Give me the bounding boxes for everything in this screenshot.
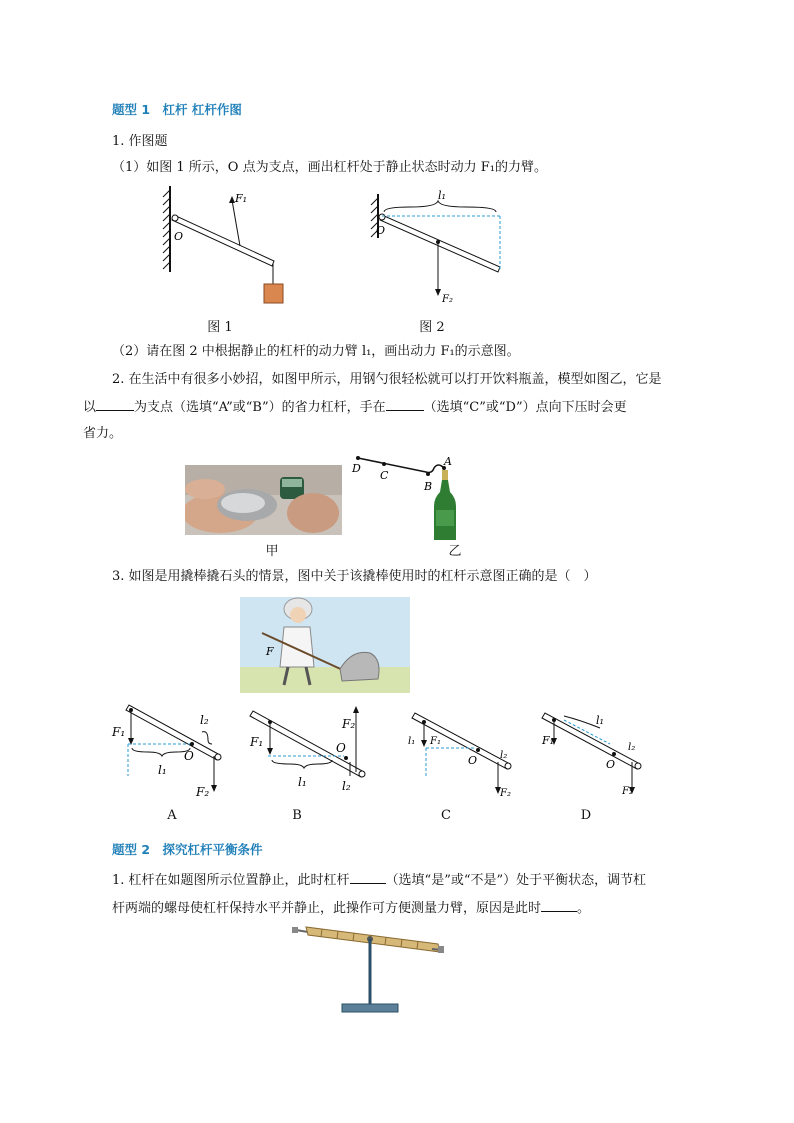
opt-b-label-f1: F₁ [250,735,264,749]
lever-balance-apparatus [292,922,448,1018]
opt-b-label-l1: l₁ [298,775,307,789]
question-1-title: 1. 作图题 [112,134,168,149]
fig2-label-l1: l₁ [438,190,446,202]
photo-jia-caption: 甲 [265,544,279,559]
option-a-label[interactable]: A [167,808,177,823]
opt-a-label-o: O [184,749,194,763]
point-d-label: D [352,462,361,475]
section-heading-1: 题型 1 杠杆 杠杆作图 [112,102,242,117]
option-a-diagram[interactable] [108,700,228,802]
bottle-opener-model-diagram [346,450,466,542]
point-c-label: C [380,469,389,482]
opt-c-label-f2: F₂ [500,788,511,799]
answer-blank-balance[interactable] [350,869,386,884]
section-heading-2: 题型 2 探究杠杆平衡条件 [112,842,263,857]
point-a-label: A [444,455,452,468]
model-yi-caption: 乙 [448,544,462,559]
opt-b-label-f2: F₂ [342,717,356,731]
question-3-line: 3. 如图是用撬棒撬石头的情景，图中关于该撬棒使用时的杠杆示意图正确的是（ ） [112,569,597,584]
figure-2-lever-diagram [370,190,510,308]
option-c-label[interactable]: C [441,808,451,823]
option-b-label[interactable]: B [292,808,302,823]
opt-a-label-f1: F₁ [112,725,126,739]
question-2-line-1: 2. 在生活中有很多小妙招，如图甲所示，用钢勺很轻松就可以打开饮料瓶盖，模型如图乙，它是 [112,372,662,387]
fig2-label-f2: F₂ [442,294,453,305]
opt-d-label-o: O [606,758,616,771]
opt-d-label-l2: l₂ [628,742,636,753]
opt-c-label-l1: l₁ [408,736,416,747]
opt-d-label-l1: l₁ [596,714,604,727]
figure-1-caption: 图 1 [207,320,233,335]
question-2-text-c: （选填“C”或“D”）点向下压时会更 [423,400,627,415]
point-b-label: B [424,480,433,493]
question-2-text-b: 为支点（选填“A”或“B”）的省力杠杆，手在 [134,400,386,415]
opt-a-label-f2: F₂ [196,785,210,799]
question-1-part-2: （2）请在图 2 中根据静止的杠杆的动力臂 l₁，画出动力 F₁的示意图。 [112,344,520,359]
fig2-label-o: O [376,224,386,237]
opt-c-label-o: O [468,754,478,767]
option-d-diagram[interactable] [540,706,652,802]
opt-c-label-f1: F₁ [430,736,441,747]
opt-d-label-f1: F₁ [542,734,555,747]
answer-blank-reason[interactable] [541,897,577,912]
figure-1-lever-diagram [160,182,300,312]
question-2-text-a: 以 [83,400,97,415]
opt-a-label-l2: l₂ [200,713,209,727]
photo-crowbar-scene [240,597,410,693]
opt-b-label-l2: l₂ [342,779,351,793]
section2-q1-text-d: 。 [577,901,591,916]
section2-q1-text-b: （选填“是”或“不是”）处于平衡状态，调节杠 [385,873,647,888]
question-2-line-3: 省力。 [83,426,123,441]
opt-c-label-l2: l₂ [500,750,508,761]
fig1-label-o: O [174,230,184,243]
fig1-label-f1: F₁ [235,192,248,205]
option-d-label[interactable]: D [580,808,592,823]
section2-q1-text-c: 杆两端的螺母使杠杆保持水平并静止，此操作可方便测量力臂，原因是此时 [112,901,542,916]
option-b-diagram[interactable] [246,700,370,802]
question-1-part-1: （1）如图 1 所示，O 点为支点，画出杠杆处于静止状态时动力 F₁的力臂。 [112,160,547,175]
figure-2-caption: 图 2 [419,320,445,335]
photo-spoon-opening-bottle [185,465,342,535]
opt-d-label-f2: F₂ [622,786,633,797]
photo-label-f: F [266,645,274,658]
opt-b-label-o: O [336,741,346,755]
option-c-diagram[interactable] [406,706,518,802]
answer-blank-fulcrum[interactable] [96,396,134,411]
section2-q1-text-a: 1. 杠杆在如题图所示位置静止，此时杠杆 [112,873,350,888]
opt-a-label-l1: l₁ [158,763,167,777]
answer-blank-press-point[interactable] [386,396,424,411]
